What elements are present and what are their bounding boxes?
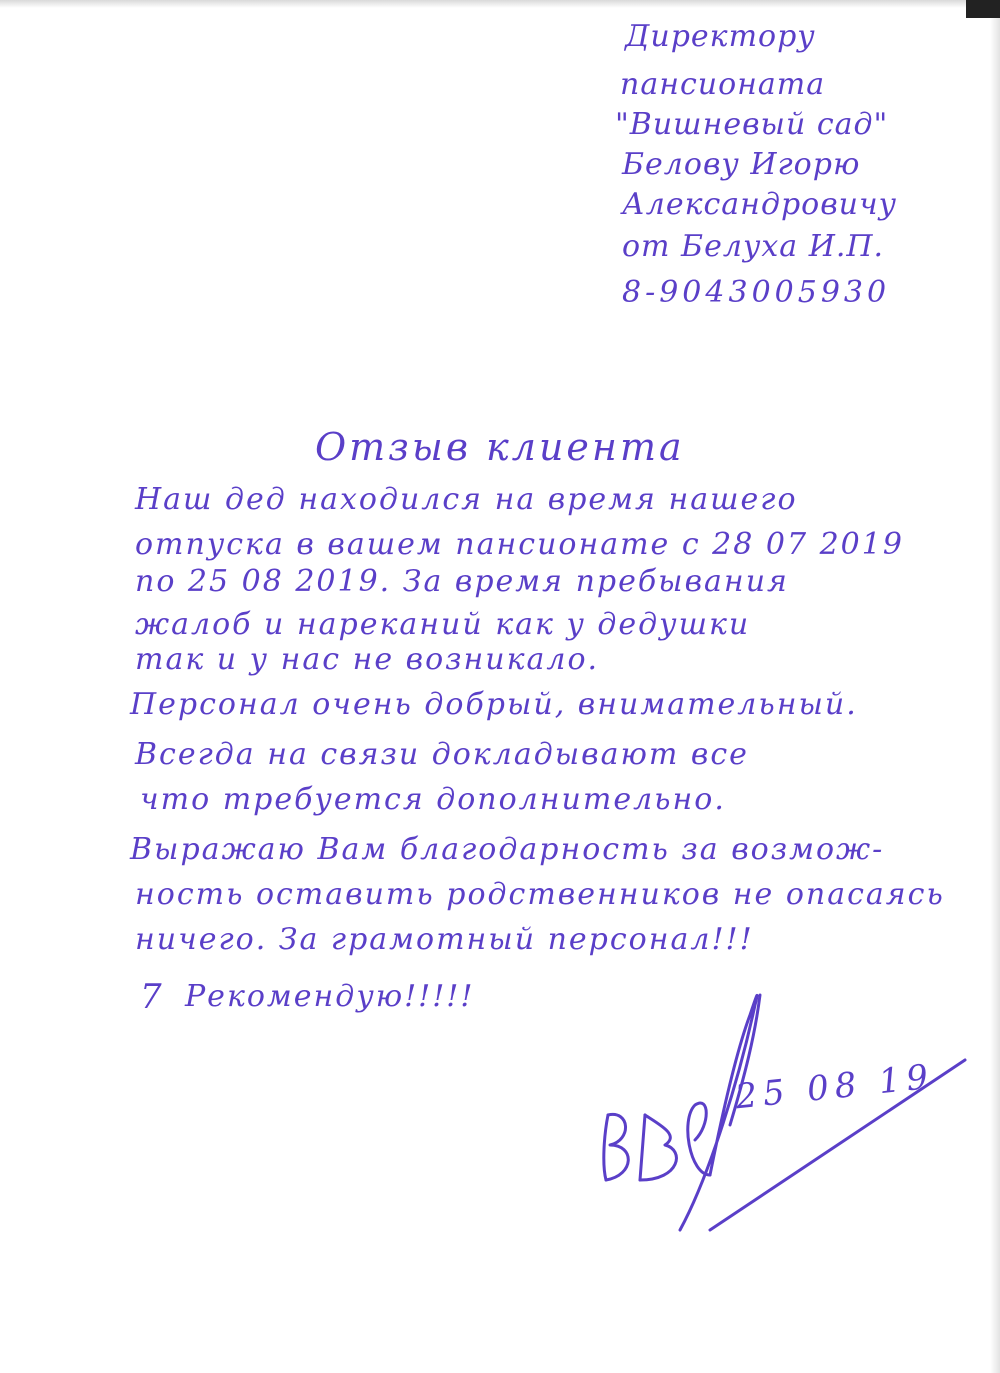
scan-corner-mark [966, 0, 1000, 18]
body-line: так и у нас не возникало. [135, 642, 600, 677]
signature-date: 25 08 19 [733, 1056, 936, 1118]
body-line: ность оставить родственников не опасаясь [135, 877, 945, 912]
body-line: по 25 08 2019. За время пребывания [135, 564, 789, 599]
addressee-line-3: "Вишневый сад" [615, 107, 889, 142]
addressee-line-1: Директору [625, 19, 816, 54]
signature-mark [580, 1098, 704, 1144]
letter-title: Отзыв клиента [315, 425, 685, 469]
scan-edge-top [0, 0, 1000, 8]
body-line: ничего. За грамотный персонал!!! [135, 922, 754, 957]
body-line-closing: Рекомендую!!!!! [185, 979, 475, 1014]
body-line: Выражаю Вам благодарность за возмож- [130, 832, 885, 867]
addressee-line-6: от Белуха И.П. [622, 229, 885, 264]
body-line: Наш дед находился на время нашего [135, 482, 798, 517]
body-line: Персонал очень добрый, внимательный. [130, 687, 858, 722]
body-line: что требуется дополнительно. [140, 782, 726, 817]
body-line: отпуска в вашем пансионате с 28 07 2019 [135, 527, 904, 562]
addressee-line-2: пансионата [620, 67, 826, 102]
addressee-line-4: Белову Игорю [622, 147, 861, 182]
body-line: жалоб и нареканий как у дедушки [135, 607, 751, 642]
closing-mark: 7 [140, 977, 164, 1017]
body-line: Всегда на связи докладывают все [135, 737, 749, 772]
addressee-phone: 8-9043005930 [622, 275, 891, 310]
addressee-line-5: Александровичу [622, 187, 898, 222]
